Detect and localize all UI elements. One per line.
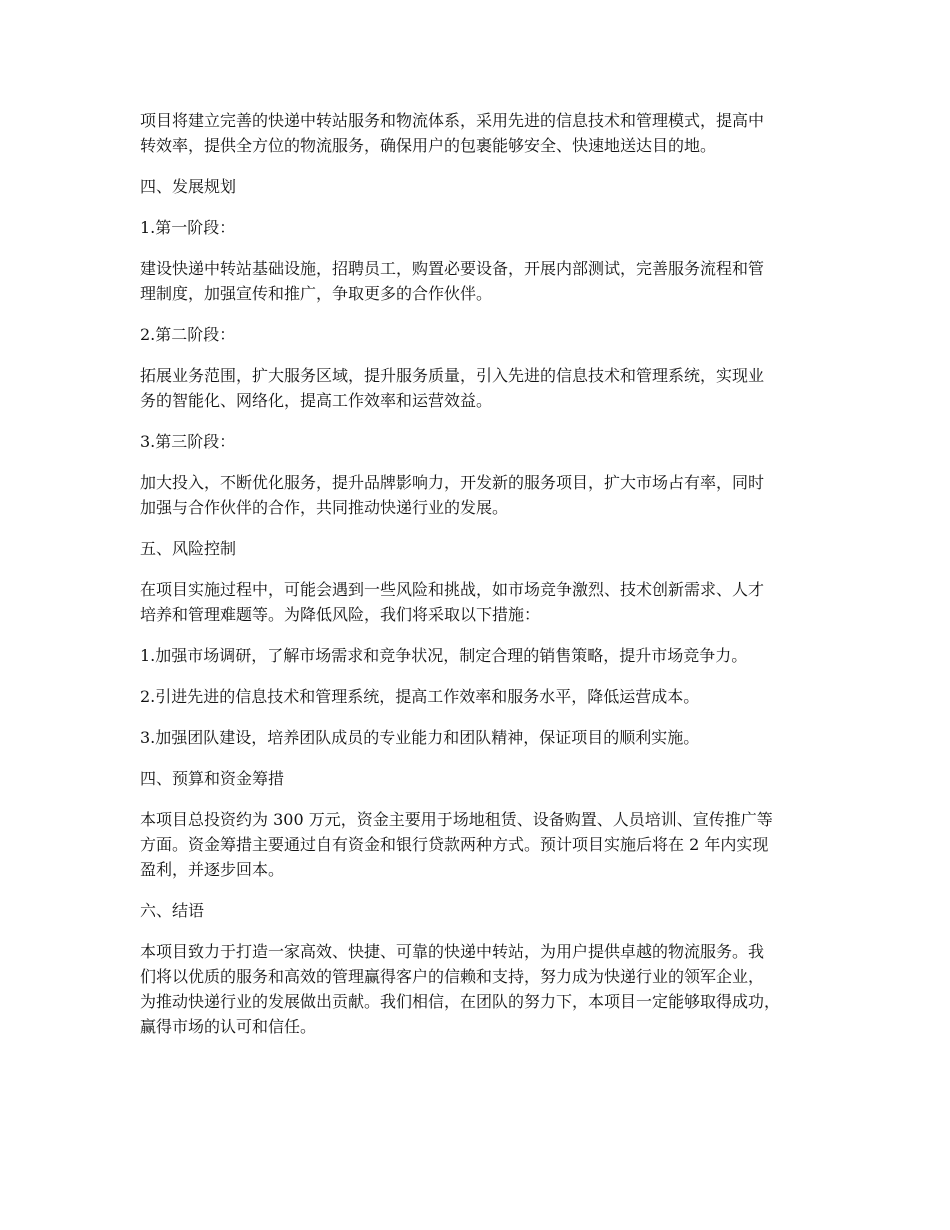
body-paragraph [140,939,830,1039]
text-line: 加强与合作伙伴的合作，共同推动快递行业的发展。 [140,498,509,517]
text-line: 们将以优质的服务和高效的管理赢得客户的信赖和支持，努力成为快递行业的领军企业， [140,967,765,986]
text-line: 本项目致力于打造一家高效、快捷、可靠的快递中转站，为用户提供卓越的物流服务。我 [140,942,765,961]
text-line: 加大投入，不断优化服务，提升品牌影响力，开发新的服务项目，扩大市场占有率，同时 [140,473,765,492]
text-line: 项目将建立完善的快递中转站服务和物流体系，采用先进的信息技术和管理模式，提高中 [140,111,765,130]
body-paragraph [140,470,830,520]
text-line: 培养和管理难题等。为降低风险，我们将采取以下措施： [140,605,541,624]
phase-heading [140,322,830,347]
body-paragraph [140,577,830,627]
section-heading [140,536,830,561]
text-line: 本项目总投资约为 300 万元，资金主要用于场地租赁、设备购置、人员培训、宣传推广等 [140,810,773,829]
document-page [140,108,830,1055]
text-line: 四、发展规划 [140,177,237,196]
section-heading [140,174,830,199]
text-line: 拓展业务范围，扩大服务区域，提升服务质量，引入先进的信息技术和管理系统，实现业 [140,366,765,385]
body-paragraph [140,363,830,413]
text-line: 为推动快递行业的发展做出贡献。我们相信，在团队的努力下，本项目一定能够取得成功， [140,992,781,1011]
text-line: 六、结语 [140,901,205,920]
text-line: 在项目实施过程中，可能会遇到一些风险和挑战，如市场竞争激烈、技术创新需求、人才 [140,580,765,599]
text-line: 五、风险控制 [140,539,237,558]
body-paragraph [140,256,830,306]
text-line: 1.加强市场调研，了解市场需求和竞争状况，制定合理的销售策略，提升市场竞争力。 [140,646,748,665]
body-paragraph [140,807,830,882]
section-heading [140,766,830,791]
list-item [140,725,830,750]
text-line: 3.加强团队建设，培养团队成员的专业能力和团队精神，保证项目的顺利实施。 [140,728,700,747]
list-item [140,684,830,709]
text-line: 2.引进先进的信息技术和管理系统，提高工作效率和服务水平，降低运营成本。 [140,687,700,706]
section-heading [140,898,830,923]
text-line: 务的智能化、网络化，提高工作效率和运营效益。 [140,391,493,410]
text-line: 2.第二阶段： [140,325,236,344]
body-paragraph [140,108,830,158]
text-line: 建设快递中转站基础设施，招聘员工，购置必要设备，开展内部测试，完善服务流程和管 [140,259,765,278]
phase-heading [140,429,830,454]
text-line: 理制度，加强宣传和推广，争取更多的合作伙伴。 [140,284,493,303]
list-item [140,643,830,668]
phase-heading [140,215,830,240]
text-line: 盈利，并逐步回本。 [140,860,285,879]
text-line: 3.第三阶段： [140,432,236,451]
text-line: 1.第一阶段： [140,218,236,237]
text-line: 赢得市场的认可和信任。 [140,1017,317,1036]
text-line: 转效率，提供全方位的物流服务，确保用户的包裹能够安全、快速地送达目的地。 [140,136,717,155]
text-line: 四、预算和资金筹措 [140,769,285,788]
text-line: 方面。资金筹措主要通过自有资金和银行贷款两种方式。预计项目实施后将在 2 年内实现 [140,835,769,854]
